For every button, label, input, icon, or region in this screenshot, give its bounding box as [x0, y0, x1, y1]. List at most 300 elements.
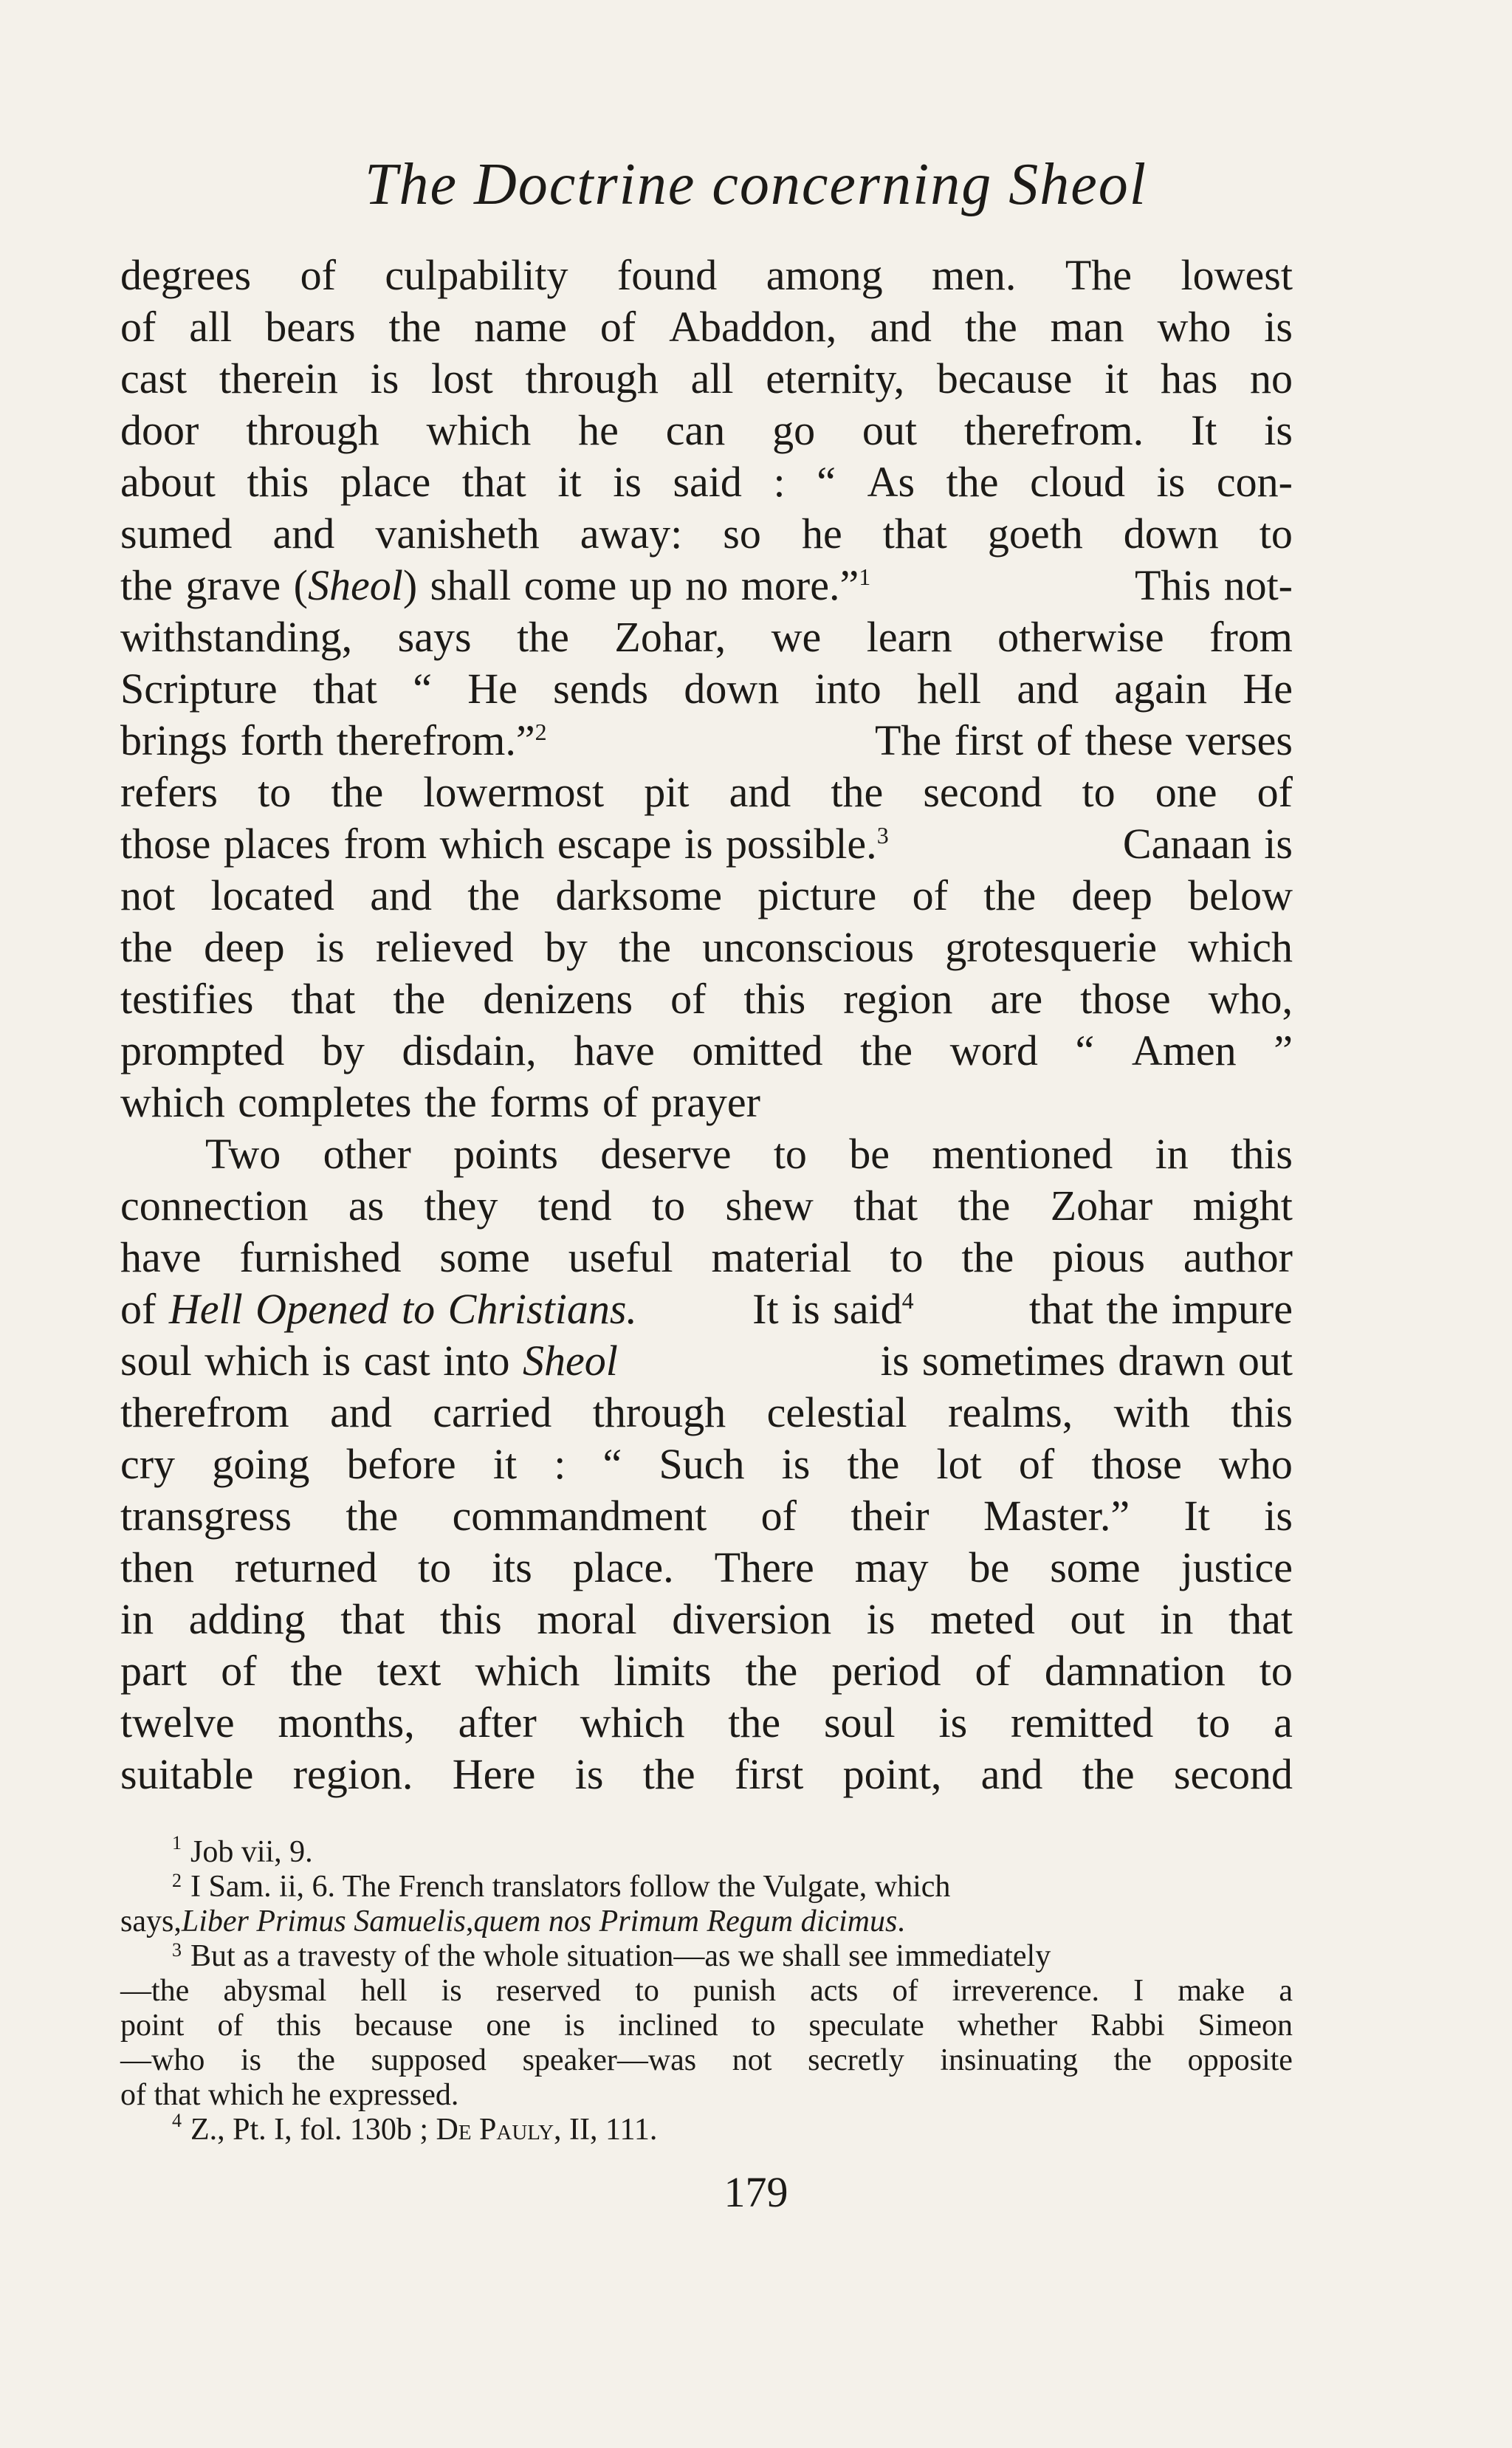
word: Master.”: [983, 1492, 1130, 1540]
word: of: [1018, 1440, 1055, 1488]
word: second: [1173, 1750, 1293, 1798]
word: those: [1080, 975, 1171, 1023]
word: door: [120, 406, 199, 454]
latin-quote: quem nos Primum Regum dicimus: [473, 1904, 898, 1938]
footnote-number: 3: [172, 1939, 182, 1961]
word: might: [1192, 1182, 1293, 1230]
footnote-number: 4: [172, 2110, 182, 2131]
word: is: [1264, 1492, 1293, 1540]
word: point: [120, 2009, 185, 2043]
word: are: [990, 975, 1043, 1023]
word: which: [580, 1698, 685, 1746]
word: this: [743, 975, 806, 1023]
word: a: [1279, 1974, 1293, 2008]
body-line: [120, 922, 1293, 973]
word: the: [120, 923, 173, 971]
book-title-italic: Hell Opened to Christians.: [168, 1285, 637, 1333]
word: Two: [205, 1130, 281, 1178]
word: is: [866, 1595, 896, 1643]
word: :: [554, 1440, 566, 1488]
word: through: [246, 406, 379, 454]
word: deep: [1071, 871, 1152, 919]
word: con-: [1216, 458, 1293, 506]
word: they: [424, 1182, 498, 1230]
body-line: those places from which escape is possible.$^3$ Canaan is: [120, 820, 1293, 868]
word: to: [635, 1974, 659, 2008]
word: is: [1156, 458, 1186, 506]
latin-quote: Liber Primus Samuelis: [181, 1904, 466, 1938]
body-line: [120, 301, 1293, 353]
word: is: [781, 1440, 811, 1488]
word: author: [1183, 1233, 1293, 1281]
word: He: [467, 665, 518, 713]
word: the: [619, 923, 672, 971]
word: As: [867, 458, 915, 506]
word: to: [1259, 1647, 1293, 1695]
word: make: [1178, 1974, 1245, 2008]
word: that: [312, 665, 377, 713]
body-line: [120, 767, 1293, 818]
word: prompted: [120, 1026, 285, 1074]
word: is: [370, 354, 399, 402]
word: is: [564, 2009, 585, 2043]
word: Simeon: [1197, 2009, 1293, 2043]
body-line: the grave (Sheol) shall come up no more.”$^1$ This not-: [120, 561, 1293, 609]
word: Zohar: [1050, 1182, 1153, 1230]
word: down: [684, 665, 780, 713]
word: the: [346, 1492, 399, 1540]
word: after: [458, 1698, 537, 1746]
word: the: [517, 613, 569, 661]
word: have: [574, 1026, 655, 1074]
body-line: [120, 508, 1293, 560]
word: to: [652, 1182, 686, 1230]
word: found: [616, 251, 718, 299]
body-line: [120, 1180, 1293, 1232]
word: out: [862, 406, 918, 454]
word: to: [1197, 1698, 1231, 1746]
word: which: [475, 1647, 580, 1695]
footnote-2: $^2$ I Sam. ii, 6. The French translators follow the Vulgate, which: [172, 1870, 951, 1904]
word: bears: [265, 303, 356, 351]
footnote-number: 2: [172, 1870, 182, 1891]
footnote-4: 4 Z., Pt. I, fol. 130b ; De Pauly , II, 111.: [120, 2113, 1293, 2147]
word: a: [1274, 1698, 1293, 1746]
word: is: [240, 2043, 261, 2077]
word: can: [665, 406, 726, 454]
word: go: [772, 406, 816, 454]
word: speaker—was: [522, 2043, 697, 2077]
word: It: [1190, 406, 1217, 454]
word: point,: [842, 1750, 942, 1798]
word: because: [354, 2009, 453, 2043]
word: of: [599, 303, 636, 351]
word: by: [544, 923, 588, 971]
footnote-3-cont: [120, 2009, 1293, 2043]
word: is: [574, 1750, 604, 1798]
body-line: [120, 250, 1293, 301]
footnote-3: $^3$ But as a travesty of the whole situation—as we shall see immediately: [172, 1939, 1051, 1973]
word: pious: [1052, 1233, 1145, 1281]
word: moral: [537, 1595, 637, 1643]
word: and: [980, 1750, 1043, 1798]
word: Zohar,: [614, 613, 726, 661]
body-line: [120, 456, 1293, 508]
word: eternity,: [766, 354, 905, 402]
word: limits: [614, 1647, 712, 1695]
word: the: [388, 303, 441, 351]
word: has: [1160, 354, 1218, 402]
word: the: [1113, 2043, 1152, 2077]
sheol-italic: Sheol: [523, 1337, 618, 1385]
word: said: [673, 458, 742, 506]
word: that: [461, 458, 526, 506]
word: justice: [1181, 1543, 1293, 1591]
word: and: [330, 1388, 392, 1436]
word: the: [946, 458, 999, 506]
word: that: [340, 1595, 405, 1643]
body-line: brings forth therefrom.”$^2$ The first of these verses: [120, 716, 1293, 764]
word: carried: [433, 1388, 552, 1436]
word: returned: [234, 1543, 378, 1591]
word: again: [1114, 665, 1208, 713]
word: name: [474, 303, 567, 351]
body-line: [120, 1749, 1293, 1800]
word: first: [734, 1750, 804, 1798]
word: those: [1091, 1440, 1182, 1488]
word: refers: [120, 768, 219, 816]
word: some: [439, 1233, 530, 1281]
body-line: soul which is cast into Sheol is sometimes drawn out: [120, 1337, 1293, 1385]
word: which: [1188, 923, 1293, 971]
word: of: [217, 2009, 244, 2043]
word: to: [417, 1543, 452, 1591]
body-line: [120, 405, 1293, 456]
body-line: [120, 1439, 1293, 1490]
word: this: [276, 2009, 322, 2043]
word: shew: [725, 1182, 814, 1230]
word: in: [1160, 1595, 1194, 1643]
word: by: [321, 1026, 365, 1074]
word: away:: [580, 510, 683, 558]
word: the: [297, 2043, 335, 2077]
word: adding: [188, 1595, 306, 1643]
word: is: [441, 1974, 462, 2008]
word: lot: [936, 1440, 982, 1488]
word: with: [1113, 1388, 1190, 1436]
body-line: [120, 1387, 1293, 1439]
word: mentioned: [932, 1130, 1113, 1178]
word: diversion: [672, 1595, 832, 1643]
body-line: [120, 973, 1293, 1025]
word: disdain,: [402, 1026, 537, 1074]
body-line: [120, 1490, 1293, 1542]
word: to: [1259, 510, 1293, 558]
word: withstanding,: [120, 613, 353, 661]
body-line: [120, 1594, 1293, 1645]
word: useful: [568, 1233, 673, 1281]
word: their: [850, 1492, 929, 1540]
word: twelve: [120, 1698, 235, 1746]
word: be: [969, 1543, 1010, 1591]
word: because: [936, 354, 1073, 402]
word: before: [346, 1440, 456, 1488]
word: located: [210, 871, 334, 919]
word: and: [370, 871, 432, 919]
body-line: [120, 1542, 1293, 1594]
word: goeth: [987, 510, 1083, 558]
word: the: [642, 1750, 695, 1798]
word: says: [397, 613, 472, 661]
word: acts: [810, 1974, 859, 2008]
footnote-ref-1: 1: [859, 563, 871, 590]
word: all: [690, 354, 734, 402]
word: the: [331, 768, 384, 816]
word: whether: [957, 2009, 1058, 2043]
word: Such: [659, 1440, 745, 1488]
word: transgress: [120, 1492, 292, 1540]
footnotes: [120, 1832, 1293, 2147]
word: —the: [120, 1974, 190, 2008]
word: to: [773, 1130, 807, 1178]
word: the: [983, 871, 1037, 919]
footnote-ref-3: 3: [876, 822, 889, 848]
word: commandment: [452, 1492, 707, 1540]
word: out: [1070, 1595, 1125, 1643]
word: sumed: [120, 510, 233, 558]
word: about: [120, 458, 216, 506]
word: who,: [1208, 975, 1293, 1023]
word: omitted: [692, 1026, 823, 1074]
word: and: [729, 768, 791, 816]
word: and: [870, 303, 932, 351]
word: the: [964, 303, 1017, 351]
word: pit: [644, 768, 690, 816]
word: suitable: [120, 1750, 254, 1798]
word: its: [492, 1543, 532, 1591]
body-line: which completes the forms of prayer: [120, 1078, 760, 1126]
word: from: [1209, 613, 1293, 661]
running-head: The Doctrine concerning Sheol: [365, 152, 1147, 217]
word: through: [525, 354, 659, 402]
word: the: [467, 871, 520, 919]
word: is: [1264, 303, 1293, 351]
word: not: [732, 2043, 772, 2077]
word: grotesquerie: [945, 923, 1157, 971]
word: the: [831, 768, 884, 816]
word: it: [492, 1440, 518, 1488]
word: to: [890, 1233, 924, 1281]
word: insinuating: [940, 2043, 1079, 2077]
word: may: [854, 1543, 929, 1591]
word: the: [1082, 1750, 1135, 1798]
word: region: [843, 975, 953, 1023]
body-line: [120, 1645, 1293, 1697]
word: damnation: [1044, 1647, 1226, 1695]
word: period: [831, 1647, 941, 1695]
word: It: [1183, 1492, 1210, 1540]
word: second: [923, 768, 1042, 816]
word: cloud: [1030, 458, 1125, 506]
word: of: [221, 1647, 257, 1695]
word: of: [670, 975, 707, 1023]
word: no: [1250, 354, 1293, 402]
word: connection: [120, 1182, 309, 1230]
word: be: [849, 1130, 890, 1178]
word: and: [272, 510, 335, 558]
word: going: [212, 1440, 310, 1488]
word: “: [817, 458, 836, 506]
sheol-italic: Sheol: [307, 561, 403, 609]
word: the: [290, 1647, 343, 1695]
word: not: [120, 871, 176, 919]
body-line: [120, 1128, 1293, 1180]
author-small-caps: De Pauly: [436, 2113, 554, 2147]
word: in: [120, 1595, 154, 1643]
word: hell: [917, 665, 982, 713]
word: vanisheth: [375, 510, 540, 558]
word: as: [348, 1182, 385, 1230]
word: picture: [757, 871, 877, 919]
word: it: [557, 458, 582, 506]
word: of: [892, 1974, 918, 2008]
word: testifies: [120, 975, 254, 1023]
word: therein: [219, 354, 338, 402]
word: unconscious: [702, 923, 915, 971]
word: cast: [120, 354, 188, 402]
word: The: [1065, 251, 1133, 299]
footnote-1: 1 Job vii, 9.: [120, 1835, 1293, 1870]
word: ”: [1274, 1026, 1293, 1074]
body-line: [120, 663, 1293, 715]
word: lowermost: [423, 768, 605, 816]
word: tend: [537, 1182, 612, 1230]
word: therefrom: [120, 1388, 289, 1436]
word: :: [773, 458, 786, 506]
word: the: [847, 1440, 900, 1488]
word: who: [1219, 1440, 1293, 1488]
word: inclined: [618, 2009, 718, 2043]
word: he: [578, 406, 619, 454]
word: furnished: [239, 1233, 402, 1281]
word: meted: [930, 1595, 1035, 1643]
footnote-number: 1: [172, 1832, 182, 1854]
word: culpability: [385, 251, 568, 299]
word: is: [1264, 406, 1293, 454]
word: darksome: [555, 871, 722, 919]
word: that: [853, 1182, 918, 1230]
word: it: [1104, 354, 1129, 402]
word: secretly: [808, 2043, 904, 2077]
word: to: [1082, 768, 1116, 816]
word: There: [714, 1543, 814, 1591]
word: is: [613, 458, 642, 506]
word: of: [1257, 768, 1293, 816]
word: the: [745, 1647, 798, 1695]
word: degrees: [120, 251, 252, 299]
word: relieved: [375, 923, 514, 971]
word: region.: [292, 1750, 413, 1798]
word: of: [975, 1647, 1011, 1695]
word: of: [300, 251, 336, 299]
word: celestial: [766, 1388, 907, 1436]
word: realms,: [948, 1388, 1073, 1436]
word: is: [938, 1698, 968, 1746]
word: remitted: [1011, 1698, 1154, 1746]
footnote-2-cont: says, Liber Primus Samuelis , quem nos Primum Regum dicimus .: [120, 1904, 905, 1938]
word: man: [1050, 303, 1124, 351]
word: “: [1075, 1026, 1095, 1074]
word: this: [247, 458, 309, 506]
word: of: [760, 1492, 797, 1540]
word: lowest: [1181, 251, 1293, 299]
body-line: [120, 1232, 1293, 1283]
word: the: [961, 1233, 1014, 1281]
word: deep: [204, 923, 285, 971]
word: months,: [278, 1698, 415, 1746]
word: punish: [693, 1974, 776, 2008]
word: this: [1231, 1388, 1293, 1436]
word: Scripture: [120, 665, 278, 713]
word: Here: [452, 1750, 536, 1798]
word: then: [120, 1543, 194, 1591]
body-line: of Hell Opened to Christians. It is said$^4$ that the impure: [120, 1285, 1293, 1333]
word: word: [949, 1026, 1038, 1074]
word: that: [882, 510, 947, 558]
word: down: [1123, 510, 1219, 558]
word: the: [393, 975, 446, 1023]
word: text: [377, 1647, 441, 1695]
word: Rabbi: [1090, 2009, 1165, 2043]
word: speculate: [808, 2009, 924, 2043]
word: this: [439, 1595, 502, 1643]
word: abysmal: [223, 1974, 327, 2008]
word: have: [120, 1233, 202, 1281]
word: in: [1155, 1130, 1189, 1178]
footnote-ref-4: 4: [901, 1287, 914, 1314]
word: denizens: [483, 975, 633, 1023]
word: one: [486, 2009, 532, 2043]
word: that: [1228, 1595, 1293, 1643]
word: the: [728, 1698, 781, 1746]
word: of: [912, 871, 948, 919]
word: below: [1188, 871, 1293, 919]
word: I: [1133, 1974, 1144, 2008]
word: into: [814, 665, 882, 713]
word: irreverence.: [952, 1974, 1099, 2008]
word: Amen: [1131, 1026, 1237, 1074]
word: cry: [120, 1440, 176, 1488]
word: opposite: [1187, 2043, 1293, 2077]
word: to: [258, 768, 292, 816]
word: one: [1155, 768, 1217, 816]
word: we: [771, 613, 822, 661]
word: “: [602, 1440, 622, 1488]
word: points: [453, 1130, 558, 1178]
word: the: [860, 1026, 913, 1074]
footnote-3-cont: [120, 1974, 1293, 2009]
body-line: [120, 1697, 1293, 1749]
word: otherwise: [997, 613, 1164, 661]
word: —who: [120, 2043, 205, 2077]
word: so: [723, 510, 761, 558]
word: place.: [572, 1543, 674, 1591]
word: which: [426, 406, 532, 454]
word: and: [1017, 665, 1079, 713]
word: reserved: [495, 1974, 602, 2008]
word: who: [1157, 303, 1231, 351]
body-line: [120, 611, 1293, 663]
